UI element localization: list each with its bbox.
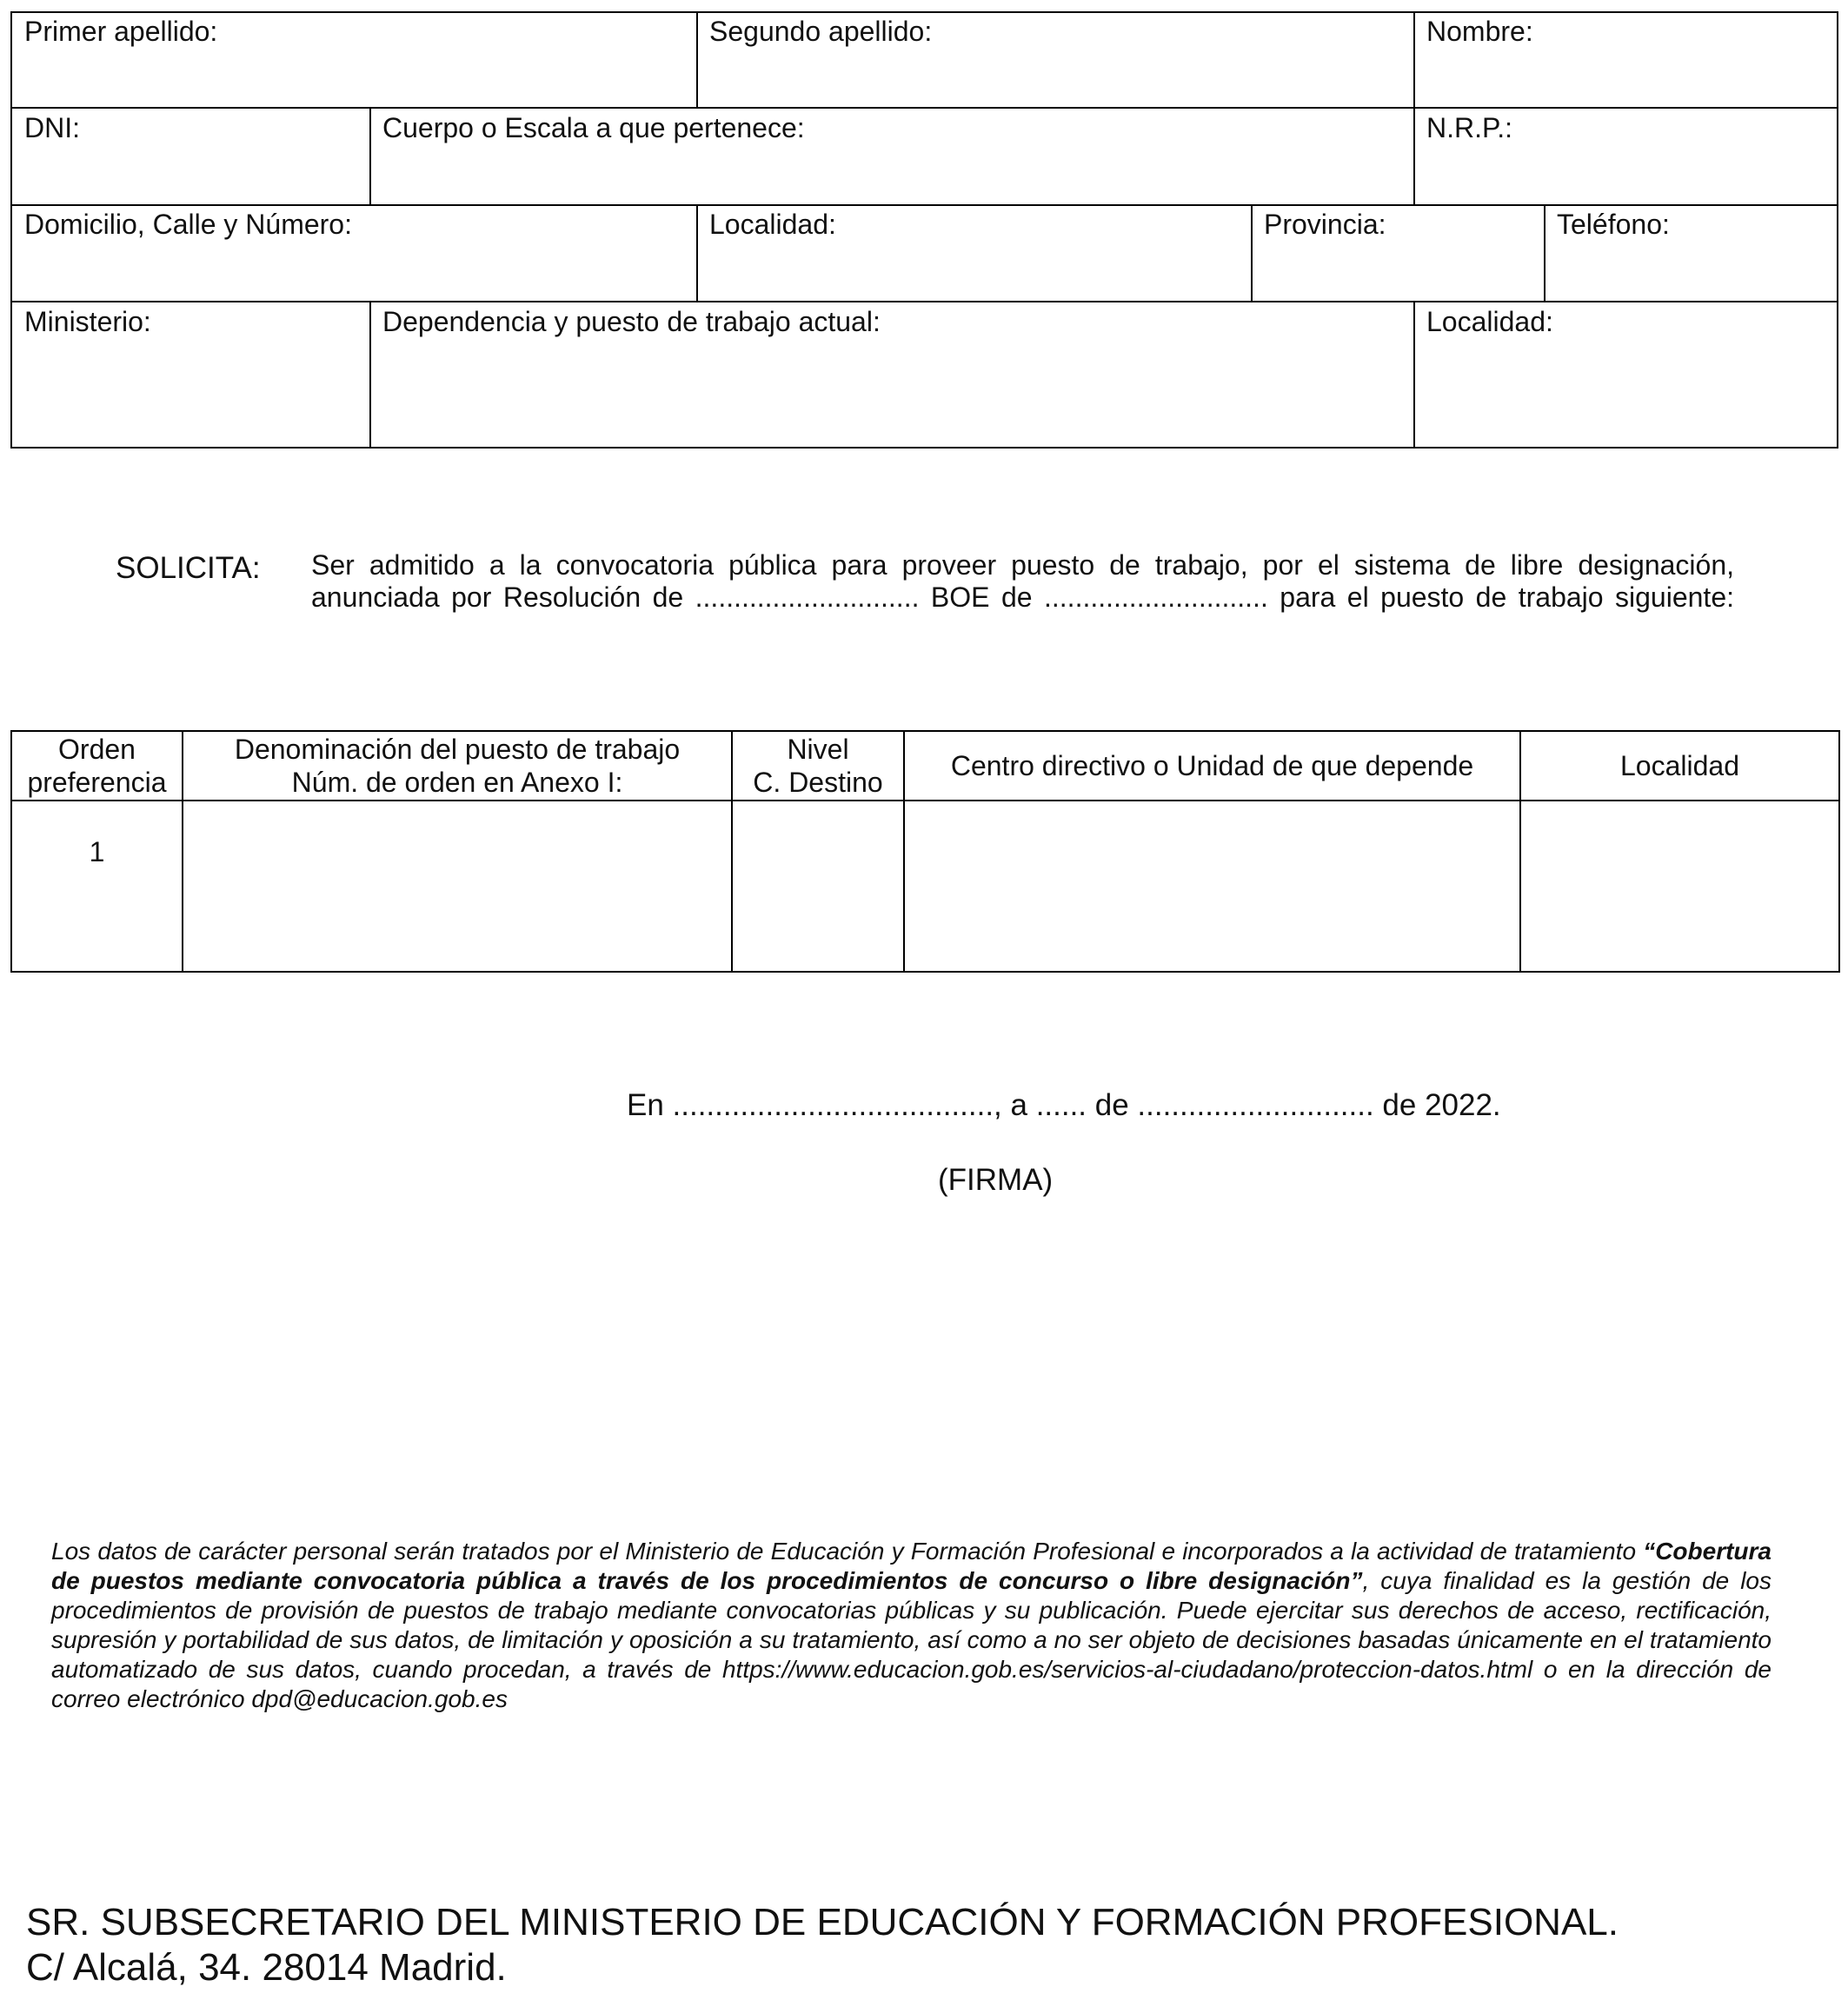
- field-localidad-puesto[interactable]: Localidad:: [1426, 306, 1553, 337]
- header-denominacion: [183, 731, 732, 801]
- header-line: C. Destino: [753, 767, 883, 798]
- field-segundo-apellido[interactable]: Segundo apellido:: [709, 16, 933, 47]
- puesto-table: [10, 730, 1840, 973]
- address-line-2: C/ Alcalá, 34. 28014 Madrid.: [26, 1946, 507, 1989]
- form-col-divider: [1413, 11, 1415, 109]
- notice-text-rest: , cuya finalidad es la gestión de los procedimientos de provisión de puestos de trabajo mediante convocatorias públicas y su publicación. Puede ejercitar sus derechos de acceso, rectificación, supresión y portabilidad de sus datos, de limitación y oposición a su tratamiento, así como a no ser objeto de decisiones basadas únicamente en el tratamiento automatizado de sus datos, cuando procedan, a través de https://www.educacion.gob.es/servicios-al-ciudadano/proteccion-datos.html o en la dirección de correo electrónico dpd@educacion.gob.es: [51, 1567, 1772, 1712]
- header-centro-directivo: [904, 731, 1520, 801]
- field-primer-apellido[interactable]: Primer apellido:: [24, 16, 218, 47]
- header-line: Centro directivo o Unidad de que depende: [950, 750, 1474, 781]
- form-border-bottom: [10, 447, 1838, 449]
- header-orden-preferencia: [11, 731, 183, 801]
- solicita-line-2: anunciada por Resolución de ............................. BOE de ............................. para el puesto de trabajo siguiente:: [311, 581, 1734, 613]
- cell-orden: 1: [11, 801, 183, 972]
- table-row: [11, 801, 1839, 972]
- field-nombre[interactable]: Nombre:: [1426, 16, 1533, 47]
- form-col-divider: [369, 107, 371, 206]
- form-border-top: [10, 11, 1838, 13]
- header-nivel: [732, 731, 904, 801]
- form-col-divider: [1413, 107, 1415, 206]
- form-col-divider: [369, 301, 371, 449]
- cell-centro-directivo[interactable]: [904, 801, 1520, 972]
- field-ministerio[interactable]: Ministerio:: [24, 306, 151, 337]
- header-line: Núm. de orden en Anexo I:: [291, 767, 623, 798]
- form-col-divider: [1413, 301, 1415, 449]
- field-telefono[interactable]: Teléfono:: [1557, 209, 1670, 240]
- cell-nivel[interactable]: [732, 801, 904, 972]
- header-localidad: [1520, 731, 1839, 801]
- header-line: Nivel: [787, 734, 849, 765]
- cell-denominacion[interactable]: [183, 801, 732, 972]
- form-row-divider: [10, 107, 1838, 109]
- form-row-divider: [10, 301, 1838, 302]
- field-nrp[interactable]: N.R.P.:: [1426, 112, 1512, 143]
- field-provincia[interactable]: Provincia:: [1264, 209, 1386, 240]
- notice-text-intro: Los datos de carácter personal serán tratados por el Ministerio de Educación y Formación Profesional e incorporados a la actividad de tratamiento: [51, 1538, 1644, 1565]
- field-localidad-domicilio[interactable]: Localidad:: [709, 209, 836, 240]
- address-line-1: SR. SUBSECRETARIO DEL MINISTERIO DE EDUCACIÓN Y FORMACIÓN PROFESIONAL.: [26, 1901, 1619, 1944]
- form-row-divider: [10, 204, 1838, 206]
- date-place-line: En ......................................, a ...... de ............................ de 2022.: [627, 1088, 1501, 1122]
- form-border-right: [1837, 11, 1838, 449]
- firma-label: (FIRMA): [938, 1163, 1054, 1197]
- form-col-divider: [1544, 204, 1546, 302]
- field-dependencia[interactable]: Dependencia y puesto de trabajo actual:: [382, 306, 881, 337]
- header-line: Orden: [58, 734, 136, 765]
- header-line: Localidad: [1620, 750, 1739, 781]
- solicita-label: SOLICITA:: [116, 551, 261, 585]
- cell-localidad[interactable]: [1520, 801, 1839, 972]
- table-header-row: [11, 731, 1839, 801]
- header-line: preferencia: [27, 767, 167, 798]
- solicita-line-1: Ser admitido a la convocatoria pública para proveer puesto de trabajo, por el sistema de libre designación,: [311, 549, 1734, 581]
- form-col-divider: [1251, 204, 1253, 302]
- field-dni[interactable]: DNI:: [24, 112, 80, 143]
- data-protection-notice: [51, 1537, 1772, 1714]
- form-col-divider: [696, 204, 698, 302]
- field-cuerpo-escala[interactable]: Cuerpo o Escala a que pertenece:: [382, 112, 805, 143]
- header-line: Denominación del puesto de trabajo: [234, 734, 681, 765]
- notice-text-bold: “Cobertura de puestos mediante convocatoria pública a través de los procedimientos de concurso o libre designación”: [51, 1538, 1772, 1594]
- recipient-address: [26, 1900, 1619, 1990]
- field-domicilio[interactable]: Domicilio, Calle y Número:: [24, 209, 352, 240]
- form-border-left: [10, 11, 12, 449]
- form-col-divider: [696, 11, 698, 109]
- solicita-text: [311, 549, 1734, 614]
